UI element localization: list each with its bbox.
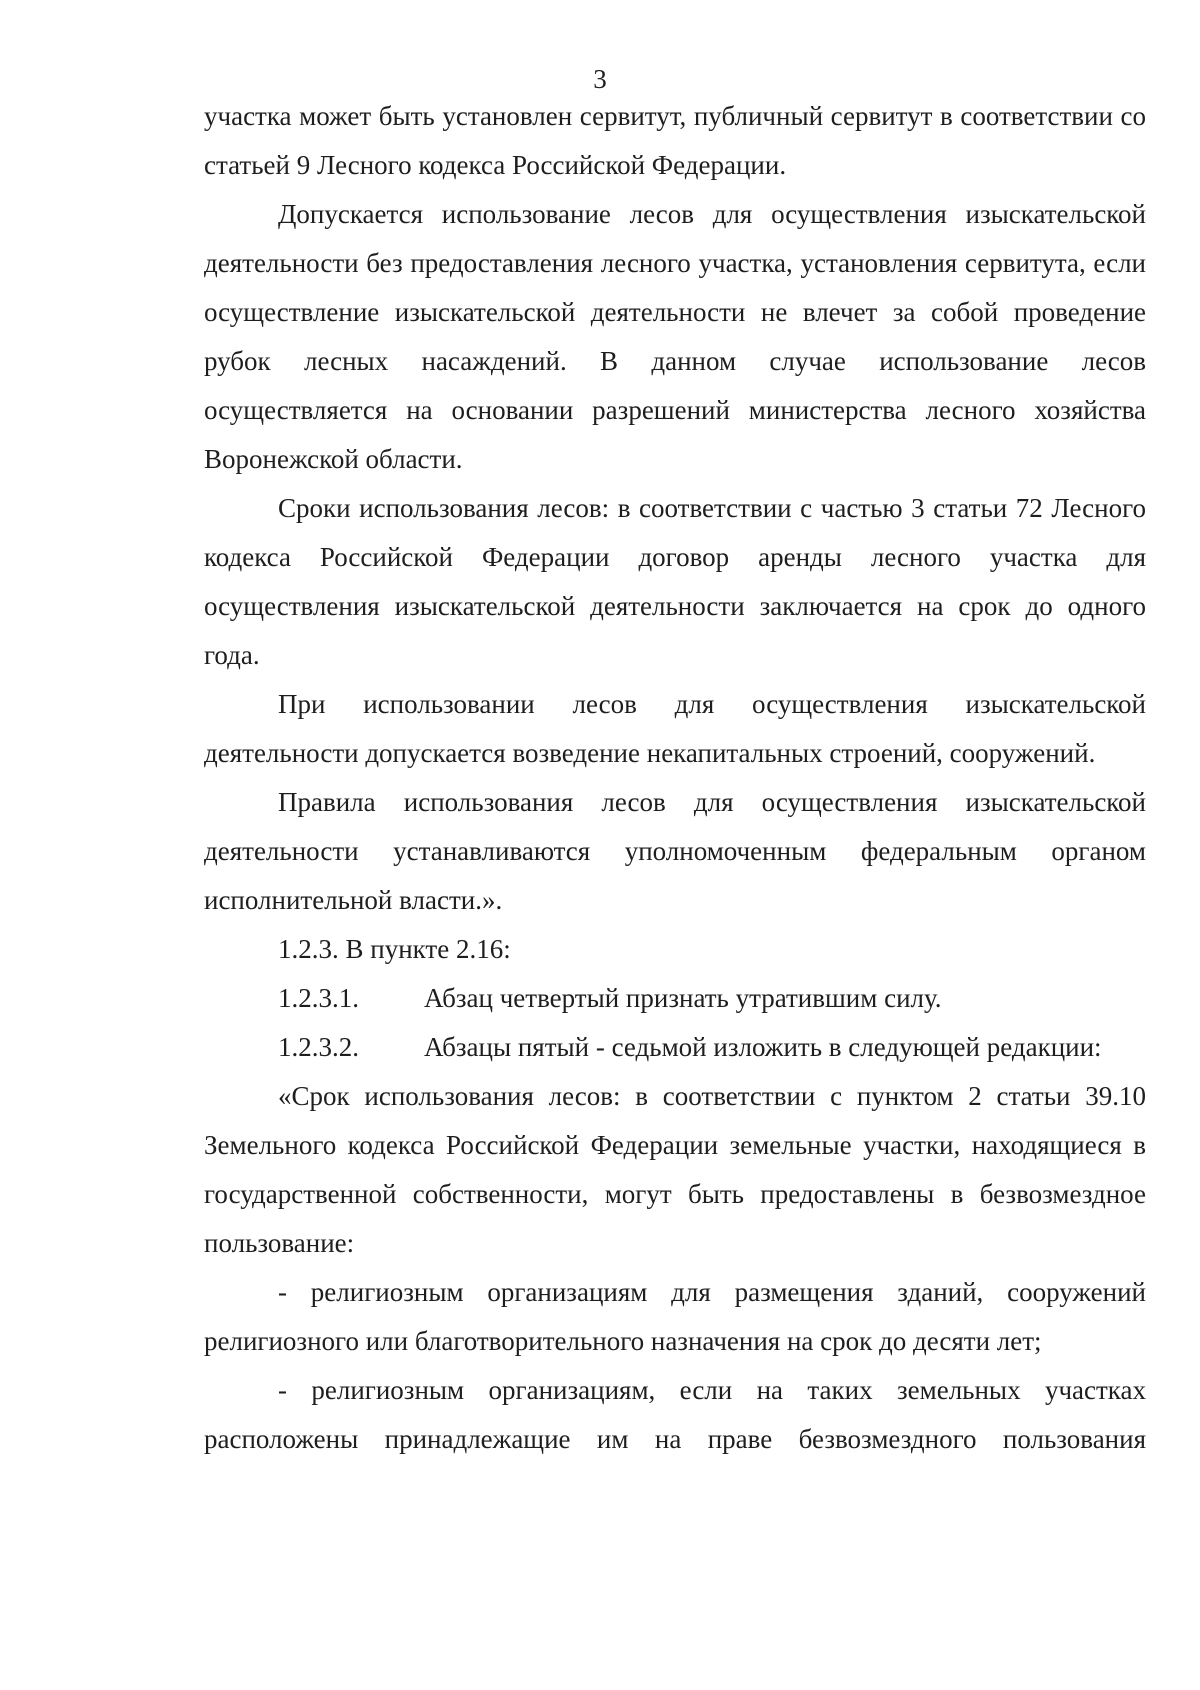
paragraph-non-capital-structures: При использовании лесов для осуществления изыскательской деятельности допускается возведение некапитальных строений, сооружений. (204, 689, 1146, 768)
paragraph-servitude-continuation: участка может быть установлен сервитут, публичный сервитут в соответствии со статьей 9 Лесного кодекса Российской Федерации. (204, 101, 1146, 180)
clause-text: Абзацы пятый - седьмой изложить в следующей редакции: (424, 1032, 1102, 1062)
clause-text: Абзац четвертый признать утратившим силу. (424, 983, 942, 1013)
paragraph-usage-rules: Правила использования лесов для осуществления изыскательской деятельности устанавливаются уполномоченным федеральным органом исполнительной власти.». (204, 787, 1146, 915)
document-body (204, 92, 1146, 1464)
paragraph-usage-terms: Сроки использования лесов: в соответствии с частью 3 статьи 72 Лесного кодекса Российской Федерации договор аренды лесного участка для осуществления изыскательской деятельности заключается на срок до одного года. (204, 493, 1146, 670)
page-number: 3 (593, 64, 607, 94)
clause-number: 1.2.3.1. (278, 983, 359, 1013)
clause-number: 1.2.3.2. (278, 1032, 359, 1062)
paragraph-clause-1-2-3-1 (204, 974, 1146, 1023)
list-item-religious-buildings: - религиозным организациям для размещения зданий, сооружений религиозного или благотворительного назначения на срок до десяти лет; (204, 1277, 1146, 1356)
paragraph-land-code-term: «Срок использования лесов: в соответствии с пунктом 2 статьи 39.10 Земельного кодекса Российской Федерации земельные участки, находящиеся в государственной собственности, могут быть предоставлены в безвозмездное пользование: (204, 1081, 1146, 1258)
paragraph-clause-1-2-3-2 (204, 1023, 1146, 1072)
paragraph-survey-without-plot: Допускается использование лесов для осуществления изыскательской деятельности без предоставления лесного участка, установления сервитута, если осуществление изыскательской деятельности не влечет за собой проведение рубок лесных насаждений. В данном случае использование лесов осуществляется на основании разрешений министерства лесного хозяйства Воронежской области. (204, 199, 1146, 474)
paragraph-clause-1-2-3: 1.2.3. В пункте 2.16: (278, 934, 511, 964)
list-item-religious-land: - религиозным организациям, если на таких земельных участках расположены принадлежащие им на праве безвозмездного пользования (204, 1375, 1146, 1454)
